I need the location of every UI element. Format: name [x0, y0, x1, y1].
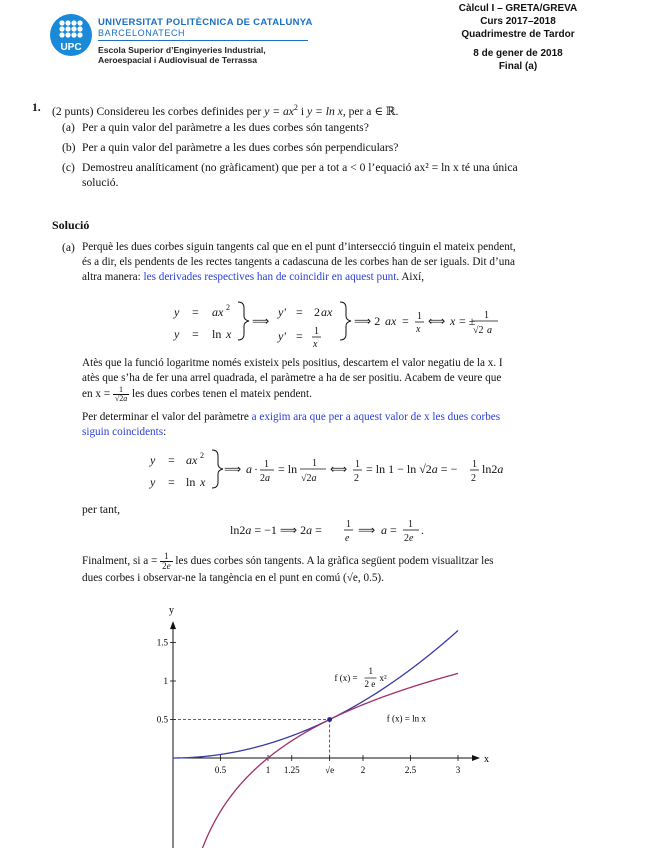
svg-text:=: = [296, 305, 303, 319]
x-axis-label: x [484, 754, 489, 765]
exam-name: Final (a) [498, 61, 538, 72]
problem-and: i [300, 104, 305, 118]
equation-solution-a [228, 514, 448, 548]
svg-text:=: = [168, 475, 175, 489]
item-c-label: (c) [62, 161, 75, 174]
svg-text:2: 2 [200, 451, 204, 460]
course-title: Càlcul I – GRETA/GREVA [458, 3, 578, 14]
p3-line2-b: : [163, 426, 167, 438]
svg-text:.: . [421, 523, 424, 537]
university-name: UNIVERSITAT POLITÈCNICA DE CATALUNYA [98, 17, 313, 28]
svg-text:x: x [450, 314, 456, 328]
svg-text:ln2a: ln2a [482, 462, 504, 476]
svg-text:1: 1 [417, 311, 422, 322]
p1-highlight: les derivades respectives han de coincidir en aquest punt [143, 271, 397, 283]
y-axis-arrow [170, 621, 176, 629]
svg-text:ln: ln [186, 475, 196, 489]
svg-text:y: y [150, 475, 156, 489]
p2-line2: atès que s’ha de fer una arrel quadrada, el paràmetre a ha de ser positiu. Acabem de veure que [82, 372, 502, 384]
svg-text:1: 1 [355, 459, 360, 470]
svg-text:1: 1 [346, 519, 351, 530]
svg-text:2: 2 [471, 473, 476, 484]
svg-text:ax: ax [385, 314, 397, 328]
series-log-label: f (x) = ln x [386, 713, 426, 724]
solution-paragraph-1 [82, 240, 602, 285]
svg-text:1: 1 [314, 326, 319, 337]
svg-text:x: x [226, 327, 232, 341]
svg-text:x: x [416, 324, 421, 335]
svg-text:·: · [254, 462, 258, 476]
svg-text:⟹ 2: ⟹ 2 [354, 314, 381, 328]
problem-points: (2 punts) [52, 104, 94, 118]
chart-axes [170, 621, 480, 848]
tangent-point [327, 717, 332, 722]
svg-text:= ln 1 − ln √2a = −: = ln 1 − ln √2a = − [366, 462, 458, 476]
series-quad-label-suffix: x² [379, 673, 387, 683]
svg-text:=: = [390, 523, 397, 537]
chart-ticks [157, 638, 461, 776]
p2-line3-a: en x = [82, 388, 111, 401]
item-c-text-line1: Demostreu analíticament (no gràficament) que per a tot a < 0 l’equació ax² = ln x té una única [82, 161, 518, 174]
svg-text:1: 1 [484, 310, 489, 321]
series-log-curve [195, 673, 458, 848]
x-tick-label: 1 [265, 765, 271, 775]
course-term: Quadrimestre de Tardor [461, 29, 575, 40]
equation-coincident [140, 446, 540, 496]
y-tick-label: 1 [163, 676, 168, 686]
solution-paragraph-4 [82, 552, 602, 586]
svg-text:⟹: ⟹ [224, 462, 242, 476]
svg-text:2: 2 [314, 305, 320, 319]
svg-text:⟹: ⟹ [252, 314, 270, 328]
svg-text:2: 2 [354, 473, 359, 484]
p3-line2 [82, 425, 602, 440]
series-quad-label-den: 2 e [364, 679, 376, 689]
series-quad-label-prefix: f (x) = [334, 673, 358, 683]
svg-text:1: 1 [312, 458, 317, 469]
svg-text:x: x [313, 339, 318, 350]
problem-statement: (2 punts) Considereu les corbes definides per $y = ax^2$ i y = ln x, per a ∈ ℝ. [52, 103, 399, 118]
curve2: y = ln x [306, 104, 343, 118]
svg-text:=: = [168, 453, 175, 467]
university-subtitle: BARCELONATECH [98, 28, 186, 38]
item-a-text: Per a quin valor del paràmetre a les dues corbes són tangents? [82, 121, 369, 134]
school-name-line1: Escola Superior d’Enginyeries Industrial, [98, 45, 266, 55]
svg-text:a: a [381, 523, 387, 537]
svg-text:2a: 2a [260, 473, 270, 484]
p3-highlight-2: siguin coincidents [82, 426, 164, 438]
logo-text: UPC [60, 42, 82, 53]
svg-text:e: e [345, 533, 350, 544]
svg-text:= ln: = ln [278, 462, 298, 476]
svg-text:2: 2 [226, 303, 230, 312]
p4-line2: dues corbes i observar-ne la tangència en el punt en comú (√e, 0.5). [82, 572, 384, 584]
svg-text:√2: √2 [473, 325, 484, 336]
p3-line1 [82, 410, 602, 425]
chart-labels [169, 605, 489, 765]
series-quad-label-num: 1 [368, 666, 373, 676]
item-a-label: (a) [62, 121, 75, 134]
svg-text:ax: ax [321, 305, 333, 319]
chart-curves [173, 631, 458, 848]
x-tick-label: 2 [360, 765, 366, 775]
svg-text:ln2a = −1 ⟹ 2a =: ln2a = −1 ⟹ 2a = [230, 523, 322, 537]
p2-line1: Atès que la funció logaritme només existeix pels positius, descartem el valor negatiu de la x. I [82, 357, 503, 369]
problem-domain: , per a ∈ ℝ. [342, 104, 399, 118]
course-year: Curs 2017–2018 [480, 16, 556, 27]
p1-line1: Perquè les dues corbes siguin tangents cal que en el punt d’intersecció tinguin el mateix pendent, [82, 241, 516, 253]
solution-a-label: (a) [62, 241, 75, 254]
svg-text:a: a [246, 462, 252, 476]
x-axis-arrow [472, 755, 480, 761]
p4-line1-b: les dues corbes són tangents. A la gràfica següent podem visualitzar les [175, 555, 494, 568]
svg-text:⟹: ⟹ [358, 523, 376, 537]
per-tant: per tant, [82, 503, 120, 516]
problem-number: 1. [32, 101, 41, 114]
solution-heading: Solució [52, 218, 90, 232]
svg-text:1: 1 [408, 519, 413, 530]
y-tick-label: 1.5 [156, 637, 168, 648]
x-tick-label: 3 [455, 765, 461, 775]
svg-text:a: a [487, 325, 492, 336]
svg-text:y: y [174, 305, 180, 319]
svg-text:1: 1 [264, 459, 269, 470]
p3-line1-a: Per determinar el valor del paràmetre [82, 411, 252, 423]
school-name-line2: Aeroespacial i Audiovisual de Terrassa [98, 55, 258, 65]
item-c-text-line2: solució. [82, 176, 119, 189]
p3-highlight-1: a exigim ara que per a aquest valor de x les dues corbes [251, 411, 501, 423]
svg-text:=: = [192, 327, 199, 341]
y-tick-label: 0.5 [156, 714, 168, 725]
svg-text:y′: y′ [278, 305, 286, 319]
svg-text:ln: ln [212, 327, 222, 341]
series-quad-label [335, 666, 388, 689]
problem-intro: Considereu les corbes definides per [96, 104, 262, 118]
solution-paragraph-3 [82, 410, 602, 440]
svg-text:y′: y′ [278, 329, 286, 343]
svg-text:√2a: √2a [301, 473, 317, 484]
header-rule [98, 40, 308, 41]
series-quad-curve [173, 631, 458, 758]
x-tick-label: 0.5 [214, 765, 227, 775]
p1-line3-a: altra manera: [82, 271, 144, 283]
svg-text:=: = [192, 305, 199, 319]
svg-text:ax: ax [186, 453, 198, 467]
item-b-label: (b) [62, 141, 76, 154]
upc-logo [50, 14, 92, 56]
svg-text:⟺: ⟺ [330, 462, 348, 476]
exam-info [433, 2, 603, 73]
svg-text:⟺: ⟺ [428, 314, 446, 328]
curve1: y = ax [264, 104, 294, 118]
p4-line1: Finalment, si a = $\frac{1}{2e}$ les dues corbes són tangents. A la gràfica següent podem visualitzar les [82, 551, 494, 571]
item-b-text: Per a quin valor del paràmetre a les dues corbes són perpendiculars? [82, 141, 399, 154]
x-tick-label: 1.25 [283, 765, 300, 775]
x-tick-label: 2.5 [404, 765, 417, 775]
svg-text:ax: ax [212, 305, 224, 319]
p1-line3-b: . Així, [396, 271, 425, 283]
svg-text:x: x [200, 475, 206, 489]
svg-text:=: = [296, 329, 303, 343]
svg-text:1: 1 [472, 459, 477, 470]
svg-text:= ±: = ± [459, 314, 476, 328]
p1-line3 [82, 270, 602, 285]
solution-paragraph-2 [82, 356, 602, 403]
svg-text:y: y [150, 453, 156, 467]
svg-text:=: = [402, 314, 409, 328]
p1-line2: és a dir, els pendents de les rectes tangents a cadascuna de les corbes han de ser iguals. Dit d’una [82, 256, 515, 268]
exam-date: 8 de gener de 2018 [473, 48, 563, 59]
p2-line3: en x = $\frac{1}{√2a}$ les dues corbes tenen el mateix pendent. [82, 385, 312, 403]
svg-text:y: y [174, 327, 180, 341]
svg-text:2e: 2e [404, 533, 414, 544]
tangency-chart [140, 600, 520, 848]
equation-derivatives [160, 296, 520, 352]
p4-line1-a: Finalment, si a = [82, 555, 158, 568]
x-tick-label: √e [325, 765, 335, 775]
y-axis-label: y [169, 605, 174, 617]
p2-line3-b: les dues corbes tenen el mateix pendent. [132, 388, 312, 401]
